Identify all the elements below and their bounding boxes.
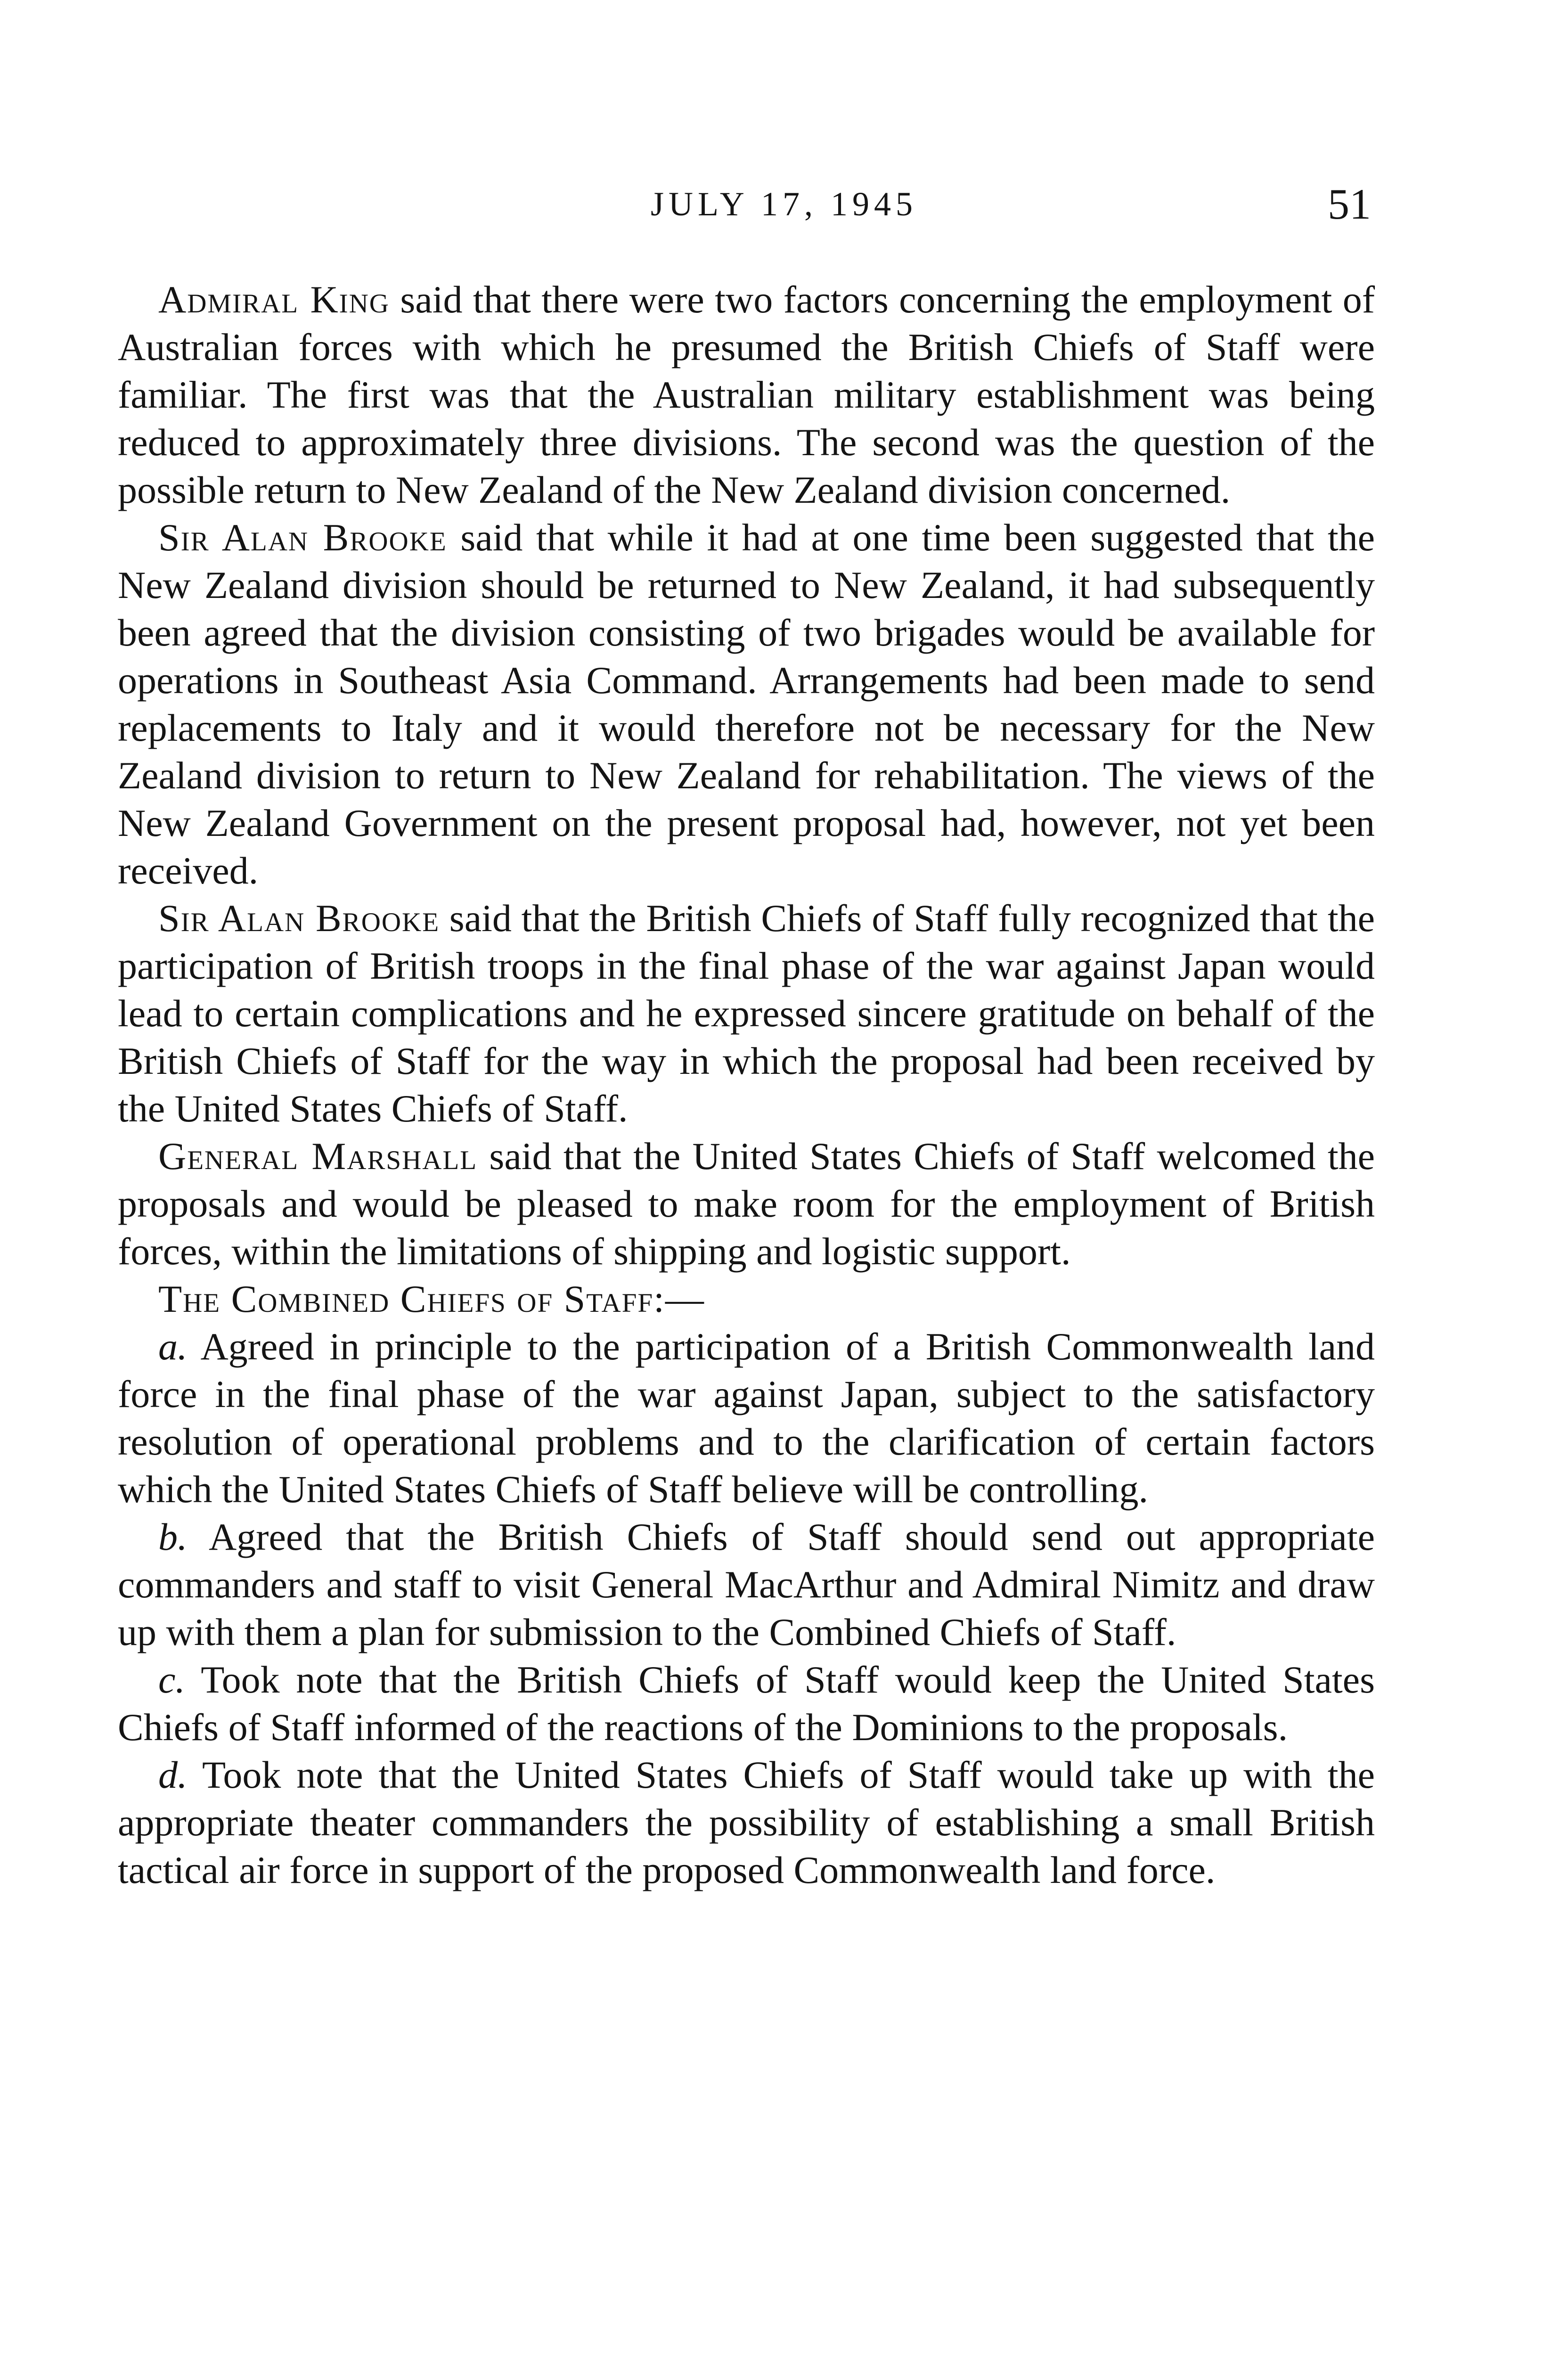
- conclusion-item-d: [118, 1751, 1375, 1894]
- paragraph-sir-alan-brooke-1: [118, 514, 1375, 894]
- paragraph-text: said that there were two factors concerning the employment of Australian forces with which he presumed the British Chiefs of Staff were familiar. The first was that the Australian military establishment was being reduced to approximately three divisions. The second was the question of the possible return to New Zealand of the New Zealand division concerned.: [118, 278, 1375, 511]
- page-number: 51: [1328, 180, 1371, 228]
- paragraph-text: said that while it had at one time been suggested that the New Zealand division should be returned to New Zealand, it had subsequently been agreed that the division consisting of two brigades would be available for operations in Southeast Asia Command. Arrangements had been made to send replacements to Italy and it would therefore not be necessary for the New Zealand division to return to New Zealand for rehabilitation. The views of the New Zealand Government on the present proposal had, however, not yet been received.: [118, 516, 1375, 892]
- conclusion-item-a: [118, 1323, 1375, 1513]
- item-text: Took note that the United States Chiefs of Staff would take up with the appropriate theater commanders the possibility of establishing a small British tactical air force in support of the proposed Commonwealth land force.: [118, 1753, 1375, 1891]
- running-header: [0, 178, 1568, 230]
- item-letter: d.: [158, 1753, 188, 1796]
- paragraph-general-marshall: [118, 1132, 1375, 1275]
- item-letter: c.: [158, 1658, 185, 1701]
- paragraph-text: said that the United States Chiefs of Staff welcomed the proposals and would be pleased to make room for the employment of British forces, within the limitations of shipping and logistic support.: [118, 1135, 1375, 1273]
- speaker-name: General Marshall: [158, 1135, 478, 1178]
- speaker-name: Admiral King: [158, 278, 390, 321]
- speaker-name: Sir Alan Brooke: [158, 897, 440, 940]
- running-title: JULY 17, 1945: [650, 185, 918, 223]
- paragraph-sir-alan-brooke-2: [118, 894, 1375, 1132]
- item-text: Took note that the British Chiefs of Staff would keep the United States Chiefs of Staff informed of the reactions of the Dominions to the proposals.: [118, 1658, 1375, 1749]
- item-letter: b.: [158, 1515, 188, 1558]
- paragraph-admiral-king: [118, 276, 1375, 514]
- conclusion-heading: [118, 1275, 1375, 1323]
- item-text: Agreed that the British Chiefs of Staff should send out appropriate commanders and staff to visit General MacArthur and Admiral Nimitz and draw up with them a plan for submission to the Combined Chiefs of Staff.: [118, 1515, 1375, 1653]
- conclusion-item-b: [118, 1513, 1375, 1656]
- item-text: Agreed in principle to the participation of a British Commonwealth land force in the final phase of the war against Japan, subject to the satisfactory resolution of operational problems and to the clarification of certain factors which the United States Chiefs of Staff believe will be controlling.: [118, 1325, 1375, 1511]
- item-letter: a.: [158, 1325, 188, 1368]
- document-body: [118, 276, 1375, 1894]
- conclusion-heading-text: The Combined Chiefs of Staff:—: [158, 1277, 705, 1320]
- speaker-name: Sir Alan Brooke: [158, 516, 447, 559]
- paragraph-text: said that the British Chiefs of Staff fully recognized that the participation of British troops in the final phase of the war against Japan would lead to certain complications and he expressed sincere gratitude on behalf of the British Chiefs of Staff for the way in which the proposal had been received by the United States Chiefs of Staff.: [118, 897, 1375, 1130]
- conclusion-item-c: [118, 1656, 1375, 1751]
